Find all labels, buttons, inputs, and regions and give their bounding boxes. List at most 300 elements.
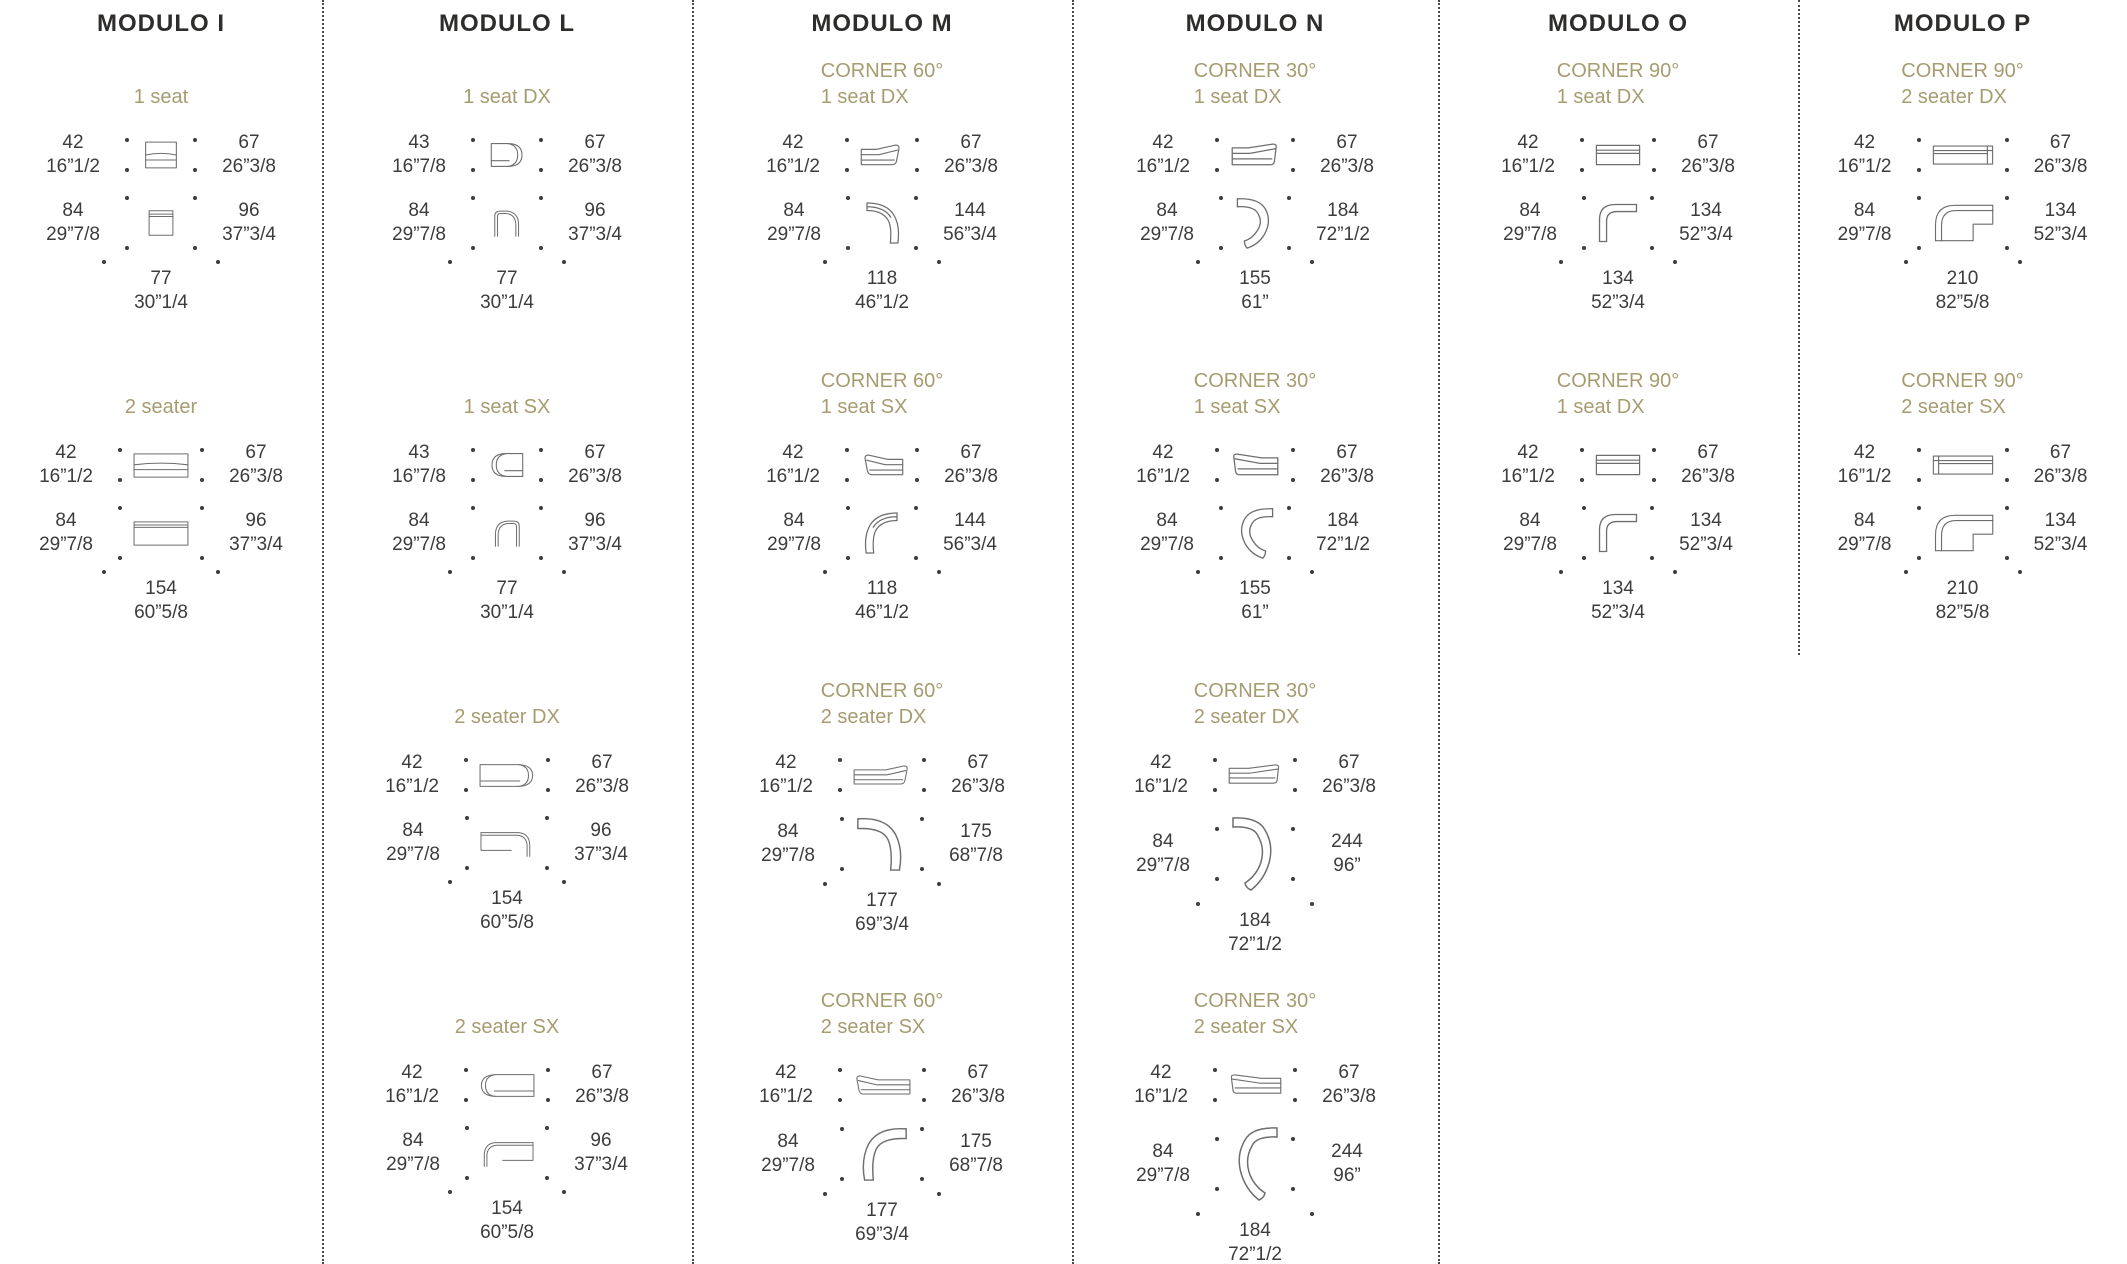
dimension-cm: 184 [1327, 510, 1359, 532]
variant-subtitle [1072, 676, 1438, 730]
c60-2-top-dx-icon [852, 764, 912, 787]
dimension-cm: 184 [1327, 200, 1359, 222]
measure-dots [193, 138, 197, 172]
module-title: MODULO L [439, 10, 575, 37]
measure-dot-icon [216, 570, 220, 574]
measure-dots [545, 1126, 549, 1180]
dimension-inches: 26”3/8 [944, 156, 998, 177]
dimension-inches: 16”1/2 [385, 776, 439, 797]
variant-block [1798, 366, 2127, 658]
dimension-bottom-width [1438, 267, 1798, 315]
measure-dot-icon [1293, 788, 1297, 792]
dimension-cm: 154 [145, 578, 177, 599]
dimension-inches: 72”1/2 [1228, 933, 1282, 955]
dimension-bottom-width [692, 1199, 1072, 1247]
dimension-inches: 16”1/2 [1136, 466, 1190, 487]
measure-dot-icon [1582, 196, 1586, 200]
dimension-cm: 210 [1946, 578, 1979, 599]
dimension-left [1121, 131, 1205, 179]
dimension-right [560, 751, 644, 799]
measure-dots [915, 138, 919, 172]
measure-dots [1215, 827, 1219, 881]
dimension-left [377, 441, 461, 489]
measure-dot-icon [1917, 448, 1921, 452]
c60-1-plan-dx-icon [860, 199, 904, 247]
dimension-cm: 42 [62, 132, 84, 154]
variant-subtitle-line: 2 seater SX [1193, 1016, 1299, 1038]
measure-dots [465, 1126, 469, 1180]
measure-dot-icon [448, 1190, 452, 1194]
dimension-cm: 42 [782, 442, 804, 464]
measure-dot-icon [914, 506, 918, 510]
measure-dots [1196, 902, 1314, 906]
dimension-left [1121, 441, 1205, 489]
measure-dots [920, 817, 924, 871]
measure-dot-icon [193, 168, 197, 172]
dimension-left [1486, 131, 1570, 179]
measure-dots [1287, 506, 1291, 560]
dimension-cm: 67 [584, 442, 606, 464]
dimension-inches: 52”3/4 [1591, 601, 1645, 623]
measure-dot-icon [1582, 246, 1586, 250]
dimension-bottom-width [1798, 267, 2127, 315]
seat1-side-sx-icon [485, 516, 529, 550]
dimension-cm: 84 [1152, 831, 1174, 853]
dimension-row-top [1798, 126, 2127, 184]
dimension-inches: 61” [1241, 291, 1269, 313]
dimension-row-plan [1072, 814, 1438, 894]
measure-dots [545, 816, 549, 870]
measure-dot-icon [118, 478, 122, 482]
measure-dot-icon [471, 138, 475, 142]
variant-subtitle-line: CORNER 60° [820, 60, 944, 82]
variant-block [692, 56, 1072, 348]
dimension-inches: 26”3/8 [568, 156, 622, 177]
dimension-inches: 26”3/8 [1322, 1086, 1376, 1107]
dimension-cm: 67 [238, 132, 260, 154]
dimension-cm: 84 [783, 200, 805, 222]
module-title: MODULO N [1185, 10, 1325, 37]
dimension-cm: 84 [777, 821, 799, 843]
dimension-row-plan [692, 194, 1072, 252]
dimension-left [746, 1130, 830, 1178]
dimension-cm: 134 [2044, 200, 2077, 222]
measure-dot-icon [464, 788, 468, 792]
variant-subtitle [692, 56, 1072, 110]
measure-dot-icon [1291, 1137, 1295, 1141]
dimension-cm: 67 [2049, 442, 2072, 464]
dimension-cm: 244 [1331, 831, 1363, 853]
dimension-cm: 67 [591, 1062, 613, 1084]
dimension-inches: 29”7/8 [1503, 534, 1557, 555]
dimension-cm: 77 [496, 578, 518, 599]
dimension-right [929, 441, 1013, 489]
dimension-inches: 61” [1241, 601, 1269, 623]
measure-dots [1559, 260, 1677, 264]
dimension-row-top [692, 746, 1072, 804]
module-title: MODULO O [1548, 10, 1688, 37]
measure-dots [1213, 1068, 1217, 1102]
measure-dot-icon [539, 168, 543, 172]
dimension-cm: 43 [408, 132, 430, 154]
measure-dot-icon [2005, 246, 2009, 250]
dimension-bottom [322, 1190, 692, 1245]
measure-dot-icon [1917, 556, 1921, 560]
measure-dot-icon [200, 448, 204, 452]
measure-dots [102, 570, 220, 574]
dimension-row-top [0, 126, 322, 184]
c30-2-top-sx-icon [1227, 1073, 1283, 1097]
measure-dot-icon [937, 882, 941, 886]
variant-subtitle-line: CORNER 90° [1901, 370, 2024, 392]
dimension-cm: 42 [1517, 442, 1539, 464]
dimension-bottom [1798, 570, 2127, 625]
measure-dots [845, 138, 849, 172]
dimension-inches: 69”3/4 [855, 1223, 909, 1245]
column-modulo-o [1438, 0, 1798, 1264]
dimension-left [1486, 441, 1570, 489]
dimension-inches: 37”3/4 [574, 1154, 628, 1175]
dimension-right [1301, 199, 1385, 247]
measure-dot-icon [1291, 478, 1295, 482]
dimension-row-plan [1072, 1124, 1438, 1204]
measure-dots [125, 138, 129, 172]
measure-dots [838, 1068, 842, 1102]
dimension-bottom [1072, 260, 1438, 315]
c90-2-top-sx-icon [1931, 453, 1995, 477]
dimension-bottom-width [322, 577, 692, 625]
measure-dot-icon [471, 196, 475, 200]
dimension-right [1305, 131, 1389, 179]
measure-dots [1215, 1137, 1219, 1191]
variant-subtitle-text [1194, 368, 1316, 420]
dimension-left [746, 820, 830, 868]
dimension-cm: 84 [1519, 510, 1541, 532]
measure-dots [838, 758, 842, 792]
measure-dot-icon [1310, 1212, 1314, 1216]
dimension-inches: 82”5/8 [1935, 601, 1990, 623]
dimension-row-top [0, 436, 322, 494]
measure-dots [2005, 138, 2009, 172]
dimension-bottom [1072, 1212, 1438, 1264]
dimension-inches: 30”1/4 [134, 291, 188, 313]
variant-subtitle-line: 2 seater SX [454, 1016, 560, 1038]
dimension-cm: 67 [245, 442, 267, 464]
dimension-inches: 29”7/8 [1503, 224, 1557, 245]
measure-dot-icon [464, 1098, 468, 1102]
measure-dots [1582, 506, 1586, 560]
dimension-inches: 56”3/4 [943, 224, 997, 245]
dimension-cm: 84 [55, 510, 77, 532]
dimension-left [370, 1061, 454, 1109]
dimension-cm: 84 [62, 200, 84, 222]
dimension-cm: 96 [238, 200, 260, 222]
dimension-left [752, 199, 836, 247]
column-separator [1438, 0, 1440, 1264]
column-separator [322, 0, 324, 1264]
dimension-right [2019, 509, 2103, 557]
dimension-bottom-width [692, 577, 1072, 625]
dimension-right [936, 1061, 1020, 1109]
variant-subtitle [692, 986, 1072, 1040]
measure-dot-icon [1213, 1098, 1217, 1102]
column-modulo-i [0, 0, 322, 1264]
dimension-left [1823, 199, 1907, 247]
measure-dot-icon [545, 1126, 549, 1130]
measure-dot-icon [915, 168, 919, 172]
c60-1-top-dx-icon [859, 143, 905, 168]
measure-dot-icon [922, 1098, 926, 1102]
measure-dots [1196, 570, 1314, 574]
dimension-bottom-width [0, 577, 322, 625]
c60-1-plan-sx-icon [860, 509, 904, 557]
measure-dot-icon [200, 478, 204, 482]
dimension-right [1307, 1061, 1391, 1109]
measure-dots [1580, 448, 1584, 482]
variant-subtitle-text [464, 394, 551, 420]
measure-dots [546, 758, 550, 792]
dimension-left [370, 751, 454, 799]
dimension-bottom [1072, 570, 1438, 625]
dimension-inches: 16”1/2 [1136, 156, 1190, 177]
dimension-inches: 29”7/8 [386, 1154, 440, 1175]
dimension-inches: 16”1/2 [46, 156, 100, 177]
dimension-inches: 46”1/2 [855, 291, 909, 313]
measure-dot-icon [539, 448, 543, 452]
measure-dot-icon [2005, 168, 2009, 172]
variant-subtitle-text [463, 84, 551, 110]
dimension-cm: 84 [777, 1131, 799, 1153]
c30-1-plan-sx-icon [1233, 505, 1277, 561]
dimension-cm: 84 [1853, 510, 1876, 532]
dimension-inches: 29”7/8 [386, 844, 440, 865]
dimension-cm: 84 [402, 820, 424, 842]
dimension-inches: 16”1/2 [759, 1086, 813, 1107]
dimension-inches: 29”7/8 [767, 534, 821, 555]
dimension-cm: 134 [2044, 510, 2077, 532]
dimension-right [1305, 441, 1389, 489]
measure-dots [1215, 448, 1219, 482]
dimension-inches: 29”7/8 [1136, 1165, 1190, 1186]
dimension-bottom [322, 570, 692, 625]
dimension-left [1119, 1061, 1203, 1109]
dimension-right [2019, 441, 2103, 489]
measure-dot-icon [448, 570, 452, 574]
dimension-cm: 84 [408, 510, 430, 532]
measure-dot-icon [915, 138, 919, 142]
dimension-row-plan [322, 504, 692, 562]
measure-dots [920, 1127, 924, 1181]
dimension-inches: 16”1/2 [1501, 466, 1555, 487]
measure-dot-icon [1673, 570, 1677, 574]
measure-dots [915, 448, 919, 482]
variant-subtitle-line: CORNER 90° [1556, 370, 1680, 392]
variant-subtitle-line: CORNER 30° [1193, 990, 1317, 1012]
dimension-left [752, 509, 836, 557]
variant-subtitle [1072, 366, 1438, 420]
dimension-inches: 16”1/2 [1501, 156, 1555, 177]
measure-dot-icon [1582, 506, 1586, 510]
measure-dot-icon [838, 1098, 842, 1102]
variant-block [322, 366, 692, 658]
measure-dots [471, 506, 475, 560]
measure-dot-icon [922, 1068, 926, 1072]
dimension-cm: 42 [782, 132, 804, 154]
dimension-inches: 52”3/4 [2033, 224, 2088, 245]
measure-dot-icon [1291, 448, 1295, 452]
dimension-row-top [1072, 1056, 1438, 1114]
dimension-right [214, 509, 298, 557]
measure-dots [1293, 1068, 1297, 1102]
measure-dot-icon [937, 1192, 941, 1196]
c90-2-plan-dx-icon [1931, 202, 1995, 244]
measure-dots [846, 196, 850, 250]
measure-dot-icon [1196, 260, 1200, 264]
column-modulo-l [322, 0, 692, 1264]
measure-dot-icon [1293, 758, 1297, 762]
measure-dots [464, 758, 468, 792]
dimension-cm: 134 [1602, 268, 1634, 289]
seat2-side-sx-icon [479, 1138, 535, 1169]
measure-dots [914, 196, 918, 250]
measure-dot-icon [846, 556, 850, 560]
dimension-right [934, 820, 1018, 868]
measure-dot-icon [922, 758, 926, 762]
variant-subtitle [0, 56, 322, 110]
dimension-cm: 42 [1150, 1062, 1172, 1084]
measure-dot-icon [915, 478, 919, 482]
dimension-inches: 26”3/8 [951, 776, 1005, 797]
dimension-cm: 155 [1239, 268, 1271, 289]
variant-subtitle-line: CORNER 90° [1901, 60, 2024, 82]
measure-dot-icon [823, 570, 827, 574]
variant-subtitle-line: CORNER 90° [1556, 60, 1680, 82]
measure-dot-icon [1219, 196, 1223, 200]
dimension-inches: 29”7/8 [1837, 224, 1892, 245]
c30-2-top-dx-icon [1227, 763, 1283, 787]
variant-subtitle [322, 676, 692, 730]
dimension-inches: 52”3/4 [2033, 534, 2088, 555]
measure-dots [471, 138, 475, 172]
dimension-left [377, 131, 461, 179]
module-title: MODULO P [1893, 10, 2032, 37]
dimension-left [31, 199, 115, 247]
variant-subtitle-line: 2 seater DX [1193, 706, 1300, 728]
measure-dot-icon [1219, 506, 1223, 510]
dimension-bottom-width [322, 267, 692, 315]
measure-dot-icon [1652, 138, 1656, 142]
dimension-left [1125, 199, 1209, 247]
dimension-cm: 84 [783, 510, 805, 532]
measure-dot-icon [539, 478, 543, 482]
measure-dot-icon [1291, 138, 1295, 142]
measure-dot-icon [1917, 246, 1921, 250]
measure-dot-icon [914, 556, 918, 560]
measure-dot-icon [539, 246, 543, 250]
dimension-cm: 84 [1519, 200, 1541, 222]
c30-2-plan-sx-icon [1229, 1124, 1281, 1204]
dimension-bottom-width [1072, 267, 1438, 315]
measure-dot-icon [1652, 448, 1656, 452]
variant-block [1438, 56, 1798, 348]
variant-block [0, 56, 322, 348]
dimension-inches: 60”5/8 [480, 1221, 534, 1243]
measure-dot-icon [2005, 138, 2009, 142]
seat1-top-icon [139, 140, 183, 170]
dimension-inches: 26”3/8 [222, 156, 276, 177]
variant-subtitle-text [1901, 368, 2023, 420]
dimension-cm: 154 [491, 888, 523, 909]
dimension-inches: 26”3/8 [568, 466, 622, 487]
dimension-inches: 96” [1333, 855, 1361, 876]
measure-dot-icon [1582, 556, 1586, 560]
measure-dots [1652, 448, 1656, 482]
variant-subtitle-text [821, 58, 943, 110]
measure-dots [539, 448, 543, 482]
dimension-row-plan [322, 194, 692, 252]
measure-dot-icon [193, 196, 197, 200]
measure-dots [448, 880, 566, 884]
measure-dot-icon [2005, 478, 2009, 482]
dimension-bottom-width [1438, 577, 1798, 625]
dimension-right [214, 441, 298, 489]
measure-dot-icon [545, 866, 549, 870]
measure-dot-icon [1650, 196, 1654, 200]
dimension-cm: 67 [967, 1062, 989, 1084]
dimension-cm: 144 [954, 510, 986, 532]
measure-dot-icon [1291, 1187, 1295, 1191]
measure-dot-icon [102, 570, 106, 574]
measure-dots [2005, 448, 2009, 482]
dimension-row-plan [1072, 504, 1438, 562]
measure-dot-icon [118, 448, 122, 452]
measure-dot-icon [539, 506, 543, 510]
dimension-right [936, 751, 1020, 799]
dimension-left [1119, 751, 1203, 799]
dimension-right [1666, 441, 1750, 489]
dimension-cm: 67 [1697, 442, 1719, 464]
measure-dot-icon [1310, 260, 1314, 264]
measure-dots [840, 1127, 844, 1181]
measure-dots [1219, 196, 1223, 250]
dimension-right [1305, 830, 1389, 878]
measure-dot-icon [1287, 196, 1291, 200]
measure-dot-icon [920, 1177, 924, 1181]
measure-dots [1213, 758, 1217, 792]
module-title: MODULO I [97, 10, 225, 37]
dimension-row-plan [1438, 504, 1798, 562]
dimension-inches: 30”1/4 [480, 291, 534, 313]
measure-dot-icon [471, 478, 475, 482]
variant-subtitle [322, 56, 692, 110]
variant-subtitle-line: CORNER 30° [1193, 60, 1317, 82]
dimension-inches: 37”3/4 [568, 224, 622, 245]
measure-dot-icon [1215, 877, 1219, 881]
dimension-bottom [692, 1192, 1072, 1247]
dimension-cm: 42 [1853, 132, 1876, 154]
dimension-inches: 26”3/8 [1320, 466, 1374, 487]
dimension-inches: 37”3/4 [229, 534, 283, 555]
dimension-cm: 67 [1336, 442, 1358, 464]
measure-dot-icon [448, 260, 452, 264]
measure-dots [1650, 196, 1654, 250]
measure-dot-icon [216, 260, 220, 264]
measure-dot-icon [1291, 168, 1295, 172]
variant-subtitle-line: CORNER 30° [1193, 370, 1317, 392]
measure-dot-icon [1196, 902, 1200, 906]
measure-dot-icon [1652, 168, 1656, 172]
dimension-row-plan [1798, 504, 2127, 562]
